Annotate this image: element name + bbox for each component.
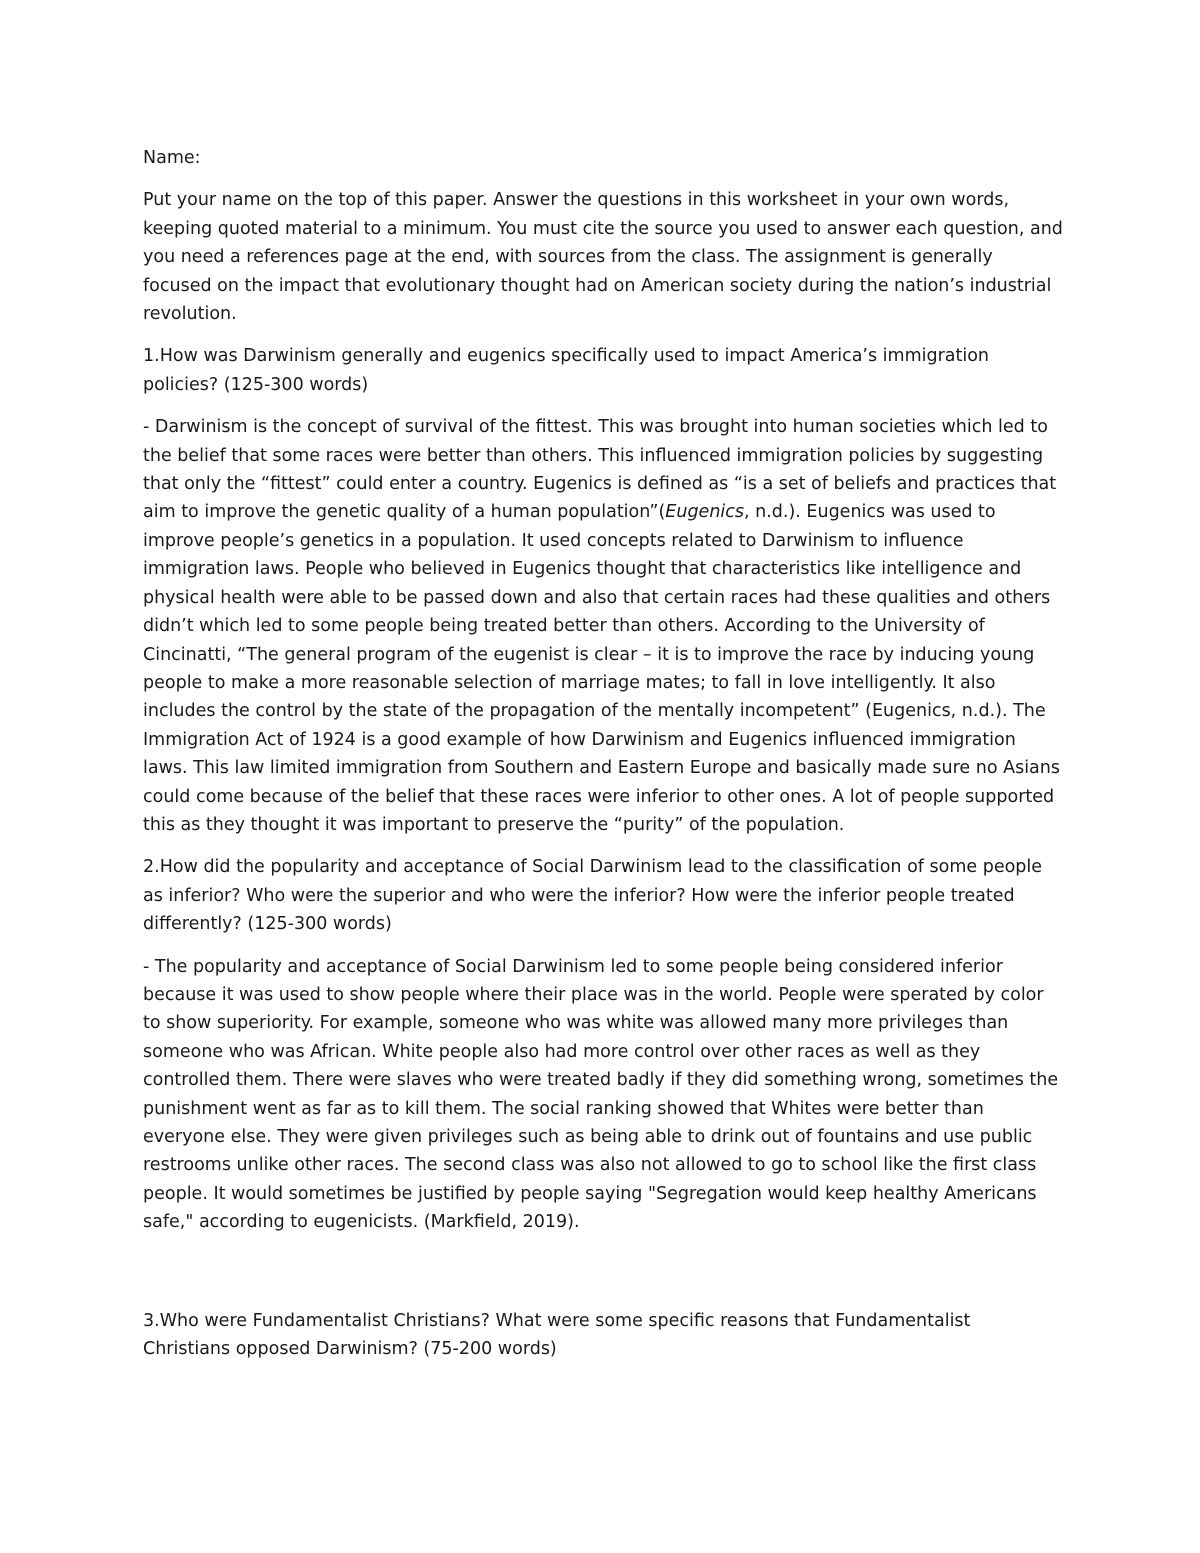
question-3-prompt: 3.Who were Fundamentalist Christians? What were some specific reasons that Fundamentalist Christians opposed Darwinism? (75-200 words): [143, 1310, 971, 1360]
question-1-prompt: 1.How was Darwinism generally and eugenics specifically used to impact America’s immigration policies? (125-300 words): [143, 346, 990, 395]
name-label: Name:: [143, 148, 201, 168]
question-2-prompt: 2.How did the popularity and acceptance of Social Darwinism lead to the classification of some people as inferior? Who were the superior and who were the inferior? How were the inferior people treated differently? (125-300 words): [143, 857, 1043, 935]
answer-1-italic-citation: Eugenics: [665, 502, 745, 523]
question-1-answer: [143, 413, 1063, 839]
question-2-answer: - The popularity and acceptance of Social Darwinism led to some people being considered inferior because it was used to show people where their place was in the world. People were sperated by color to show superiority. For example, someone who was white was allowed many more privileges than someone who was African. White people also had more control over other races as well as they controlled them. There were slaves who were treated badly if they did something wrong, sometimes the punishment went as far as to kill them. The social ranking showed that Whites were better than everyone else. They were given privileges such as being able to drink out of fountains and use public restrooms unlike other races. The second class was also not allowed to go to school like the first class people. It would sometimes be justified by people saying "Segregation would keep healthy Americans safe," according to eugenicists. (Markfield, 2019).: [143, 956, 1059, 1233]
instructions-paragraph: Put your name on the top of this paper. Answer the questions in this worksheet in your own words, keeping quoted material to a minimum. You must cite the source you used to answer each question, and you need a references page at the end, with sources from the class. The assignment is generally focused on the impact that evolutionary thought had on American society during the nation’s industrial revolution.: [143, 190, 1063, 325]
document-body: [143, 144, 1063, 1377]
answer-1-text-part-2: , n.d.). Eugenics was used to improve people’s genetics in a population. It used concepts related to Darwinism to influence immigration laws. People who believed in Eugenics thought that characteristics like intelligence and physical health were able to be passed down and also that certain races had these qualities and others didn’t which led to some people being treated better than others. According to the University of Cincinatti, “The general program of the eugenist is clear – it is to improve the race by inducing young people to make a more reasonable selection of marriage mates; to fall in love intelligently. It also includes the control by the state of the propagation of the mentally incompetent” (Eugenics, n.d.). The Immigration Act of 1924 is a good example of how Darwinism and Eugenics influenced immigration laws. This law limited immigration from Southern and Eastern Europe and basically made sure no Asians could come because of the belief that these races were inferior to other ones. A lot of people supported this as they thought it was important to preserve the “purity” of the population.: [143, 502, 1060, 835]
answer-1-text-part-1: - Darwinism is the concept of survival of the fittest. This was brought into human societies which led to the belief that some races were better than others. This influenced immigration policies by suggesting that only the “fittest” could enter a country. Eugenics is defined as “is a set of beliefs and practices that aim to improve the genetic quality of a human population”(: [143, 417, 1057, 523]
blank-space: [143, 1251, 1063, 1307]
